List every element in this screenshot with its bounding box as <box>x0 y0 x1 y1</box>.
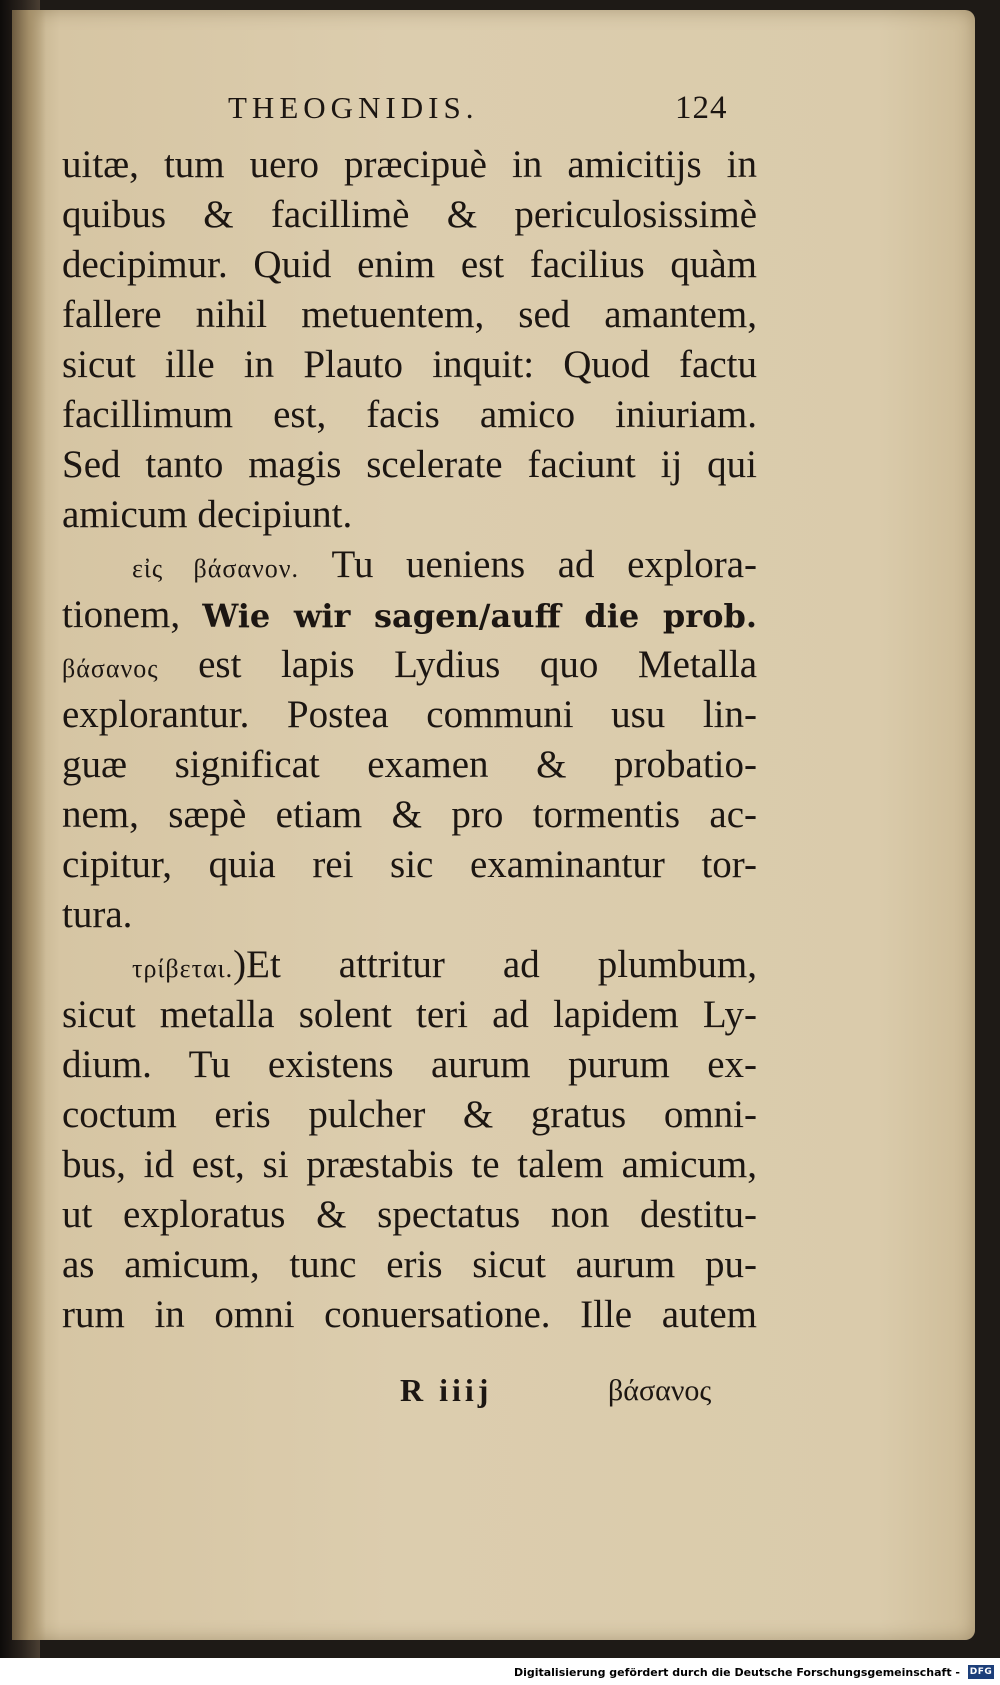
text-line: facillimum est, facis amico iniuriam. <box>62 393 757 436</box>
text-line: sicut ille in Plauto inquit: Quod factu <box>62 343 757 386</box>
text-line <box>62 640 757 690</box>
text-line: dium. Tu existens aurum purum ex- <box>62 1043 757 1086</box>
page-number: 124 <box>675 90 728 126</box>
text-segment: tionem, <box>62 593 203 636</box>
page-footer <box>0 1372 1000 1422</box>
text-line: explorantur. Postea communi usu lin- <box>62 693 757 736</box>
text-line: cipitur, quia rei sic examinantur tor- <box>62 843 757 886</box>
text-segment: Tu ueniens ad explora- <box>331 543 757 586</box>
text-line: coctum eris pulcher & gratus omni- <box>62 1093 757 1136</box>
text-line <box>62 940 757 990</box>
text-line: uitæ, tum uero præcipuè in amicitijs in <box>62 143 757 186</box>
text-line <box>62 540 757 590</box>
text-line <box>62 590 757 640</box>
text-line: ut exploratus & spectatus non destitu- <box>62 1193 757 1236</box>
funding-credit: Digitalisierung gefördert durch die Deutsche Forschungsgemeinschaft - <box>513 1666 960 1679</box>
text-line: rum in omni conuersatione. Ille autem <box>62 1293 757 1336</box>
credit-bar <box>0 1660 1000 1685</box>
text-line: fallere nihil metuentem, sed amantem, <box>62 293 757 336</box>
text-line: guæ significat examen & probatio- <box>62 743 757 786</box>
german-gloss: Wie wir sagen/auff die prob. <box>202 597 757 635</box>
text-line: tura. <box>62 893 133 936</box>
greek-lemma: τρίβεται. <box>132 954 234 983</box>
greek-word: βάσανος <box>62 654 159 683</box>
signature-mark: R iiij <box>400 1372 493 1408</box>
text-segment: )Et attritur ad plumbum, <box>233 943 757 986</box>
text-line: Sed tanto magis scelerate faciunt ij qui <box>62 443 757 486</box>
text-line: decipimur. Quid enim est facilius quàm <box>62 243 757 286</box>
text-segment: est lapis Lydius quo Metalla <box>198 643 758 686</box>
body-text <box>62 140 757 1340</box>
text-line: sicut metalla solent teri ad lapidem Ly- <box>62 993 757 1036</box>
catchword: βάσανος <box>608 1374 712 1407</box>
text-line: quibus & facillimè & periculosissimè <box>62 193 757 236</box>
dfg-logo-icon: DFG <box>969 1667 993 1677</box>
greek-lemma: εἰς βάσανον. <box>132 554 299 583</box>
page-header <box>0 90 1000 134</box>
text-line: nem, sæpè etiam & pro tormentis ac- <box>62 793 757 836</box>
text-line: amicum decipiunt. <box>62 493 353 536</box>
text-line: as amicum, tunc eris sicut aurum pu- <box>62 1243 757 1286</box>
text-line: bus, id est, si præstabis te talem amicum, <box>62 1143 757 1186</box>
running-title: THEOGNIDIS. <box>228 90 479 125</box>
